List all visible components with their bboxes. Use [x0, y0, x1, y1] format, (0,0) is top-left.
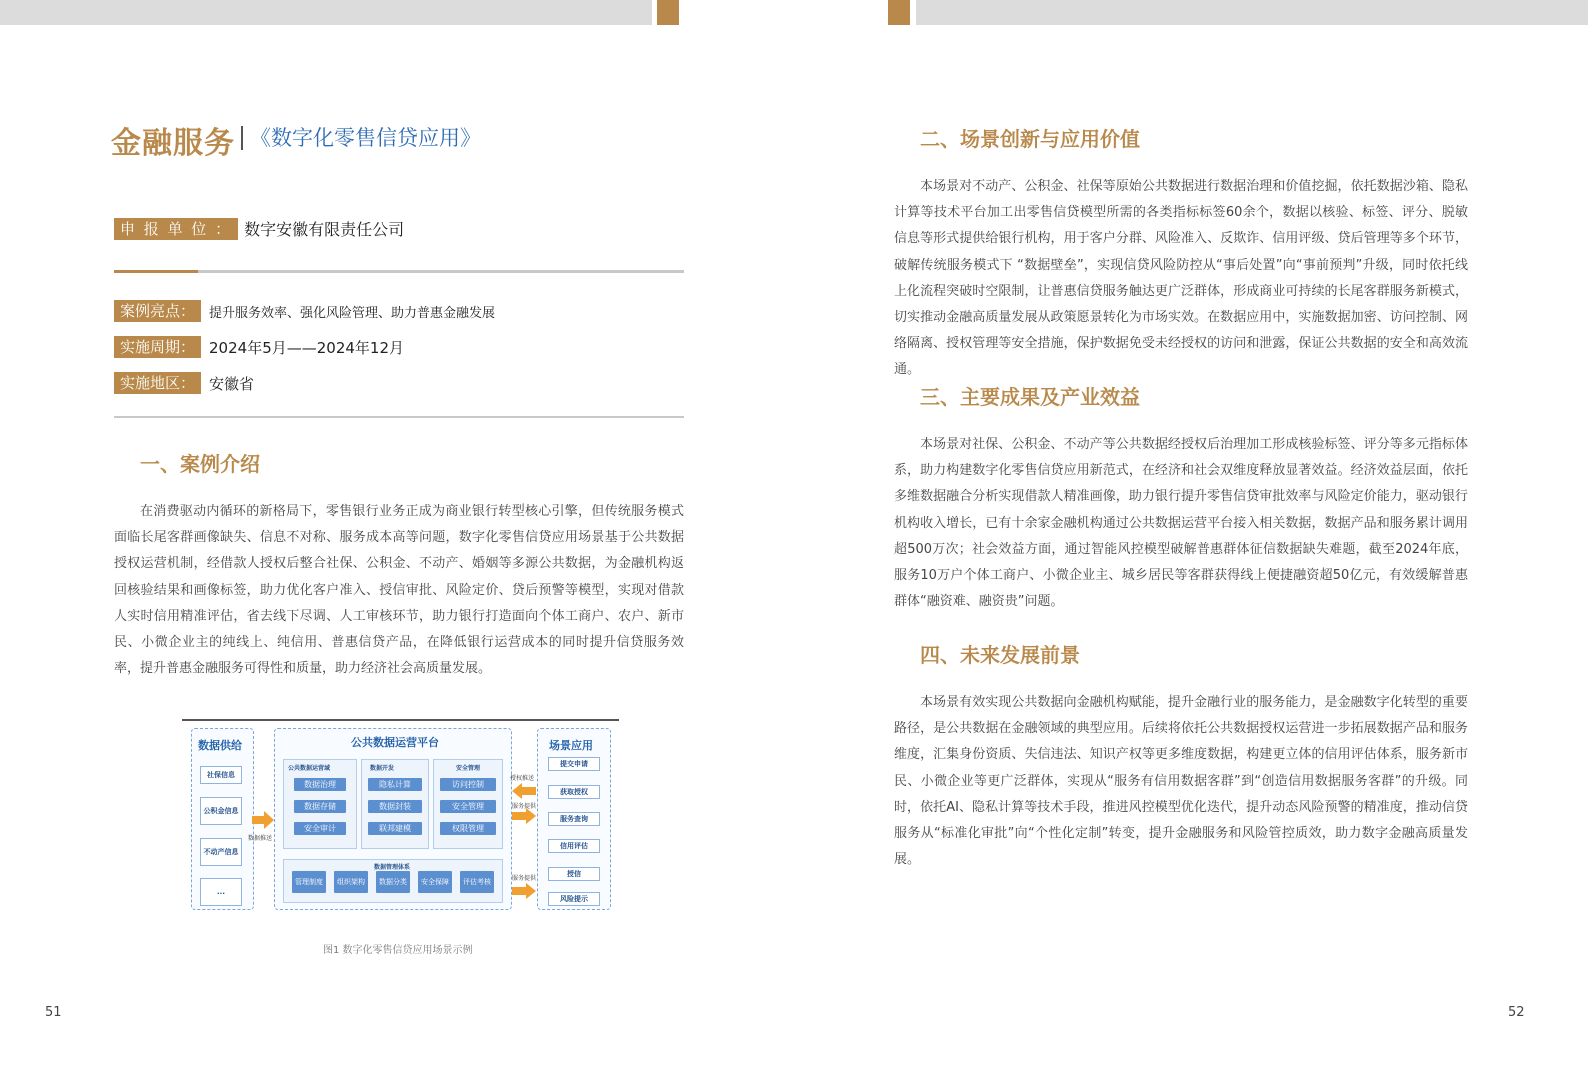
region-label: 实施地区： — [114, 372, 201, 394]
top-bar-left — [0, 0, 652, 25]
supply-title: 数据供给 — [198, 739, 242, 752]
section4-heading: 四、未来发展前景 — [920, 643, 1080, 667]
service-arrow-icon-1 — [512, 808, 536, 824]
app-item-4: 授信 — [548, 867, 600, 881]
group-ops-title: 公共数据运营域 — [288, 765, 331, 772]
sec-item-1: 安全管理 — [440, 800, 496, 813]
group-mgmt-title: 数据管理体系 — [374, 864, 411, 871]
mgmt-item-1: 组织架构 — [334, 871, 368, 893]
push-arrow-icon — [252, 811, 274, 829]
period-label: 实施周期： — [114, 336, 201, 358]
mgmt-item-0: 管理制度 — [292, 871, 326, 893]
mgmt-item-2: 数据分类 — [376, 871, 410, 893]
section4-body: 本场景有效实现公共数据向金融机构赋能，提升金融行业的服务能力，是金融数字化转型的重要路径，是公共数据在金融领域的典型应用。后续将依托公共数据授权运营进一步拓展数据产品和服务维度，汇集身份资质、失信违法、知识产权等更多维度数据，构建更立体的信用评估体系，服务新市民、小微企业等更广泛群体，实现从“服务有信用数据客群”到“创造信用数据服务客群”的升级。同时，依托AI、隐私计算等技术手段，推进风控模型优化迭代，提升动态风险预警的精准度，推动信贷服务从“标准化审批”向“个性化定制”转变，提升金融服务和风险管控质效，助力数字金融高质量发展。 — [894, 695, 1468, 868]
divider-1-accent — [114, 270, 198, 273]
top-accent-left — [657, 0, 679, 25]
supply-item-1: 公积金信息 — [200, 797, 242, 825]
supply-item-3: ... — [200, 878, 242, 906]
mgmt-item-4: 评估考核 — [460, 871, 494, 893]
case-title: 《数字化零售信贷应用》 — [250, 126, 481, 150]
applicant-value: 数字安徽有限责任公司 — [244, 220, 405, 239]
ops-item-1: 数据存储 — [294, 800, 346, 813]
top-accent-right — [888, 0, 910, 25]
group-ops — [283, 759, 357, 849]
app-item-3: 信用评估 — [548, 839, 600, 853]
platform-title: 公共数据运营平台 — [351, 736, 439, 749]
page-number-right: 52 — [1508, 1005, 1525, 1020]
region-row — [114, 372, 254, 394]
app-item-1: 获取授权 — [548, 785, 600, 799]
group-sec — [433, 759, 503, 849]
mgmt-item-3: 安全保障 — [418, 871, 452, 893]
supply-panel — [191, 728, 254, 910]
section3-heading: 三、主要成果及产业效益 — [920, 385, 1140, 409]
divider-1 — [114, 270, 684, 273]
period-row — [114, 336, 404, 358]
section3-body: 本场景对社保、公积金、不动产等公共数据经授权后治理加工形成核验标签、评分等多元指标体系，助力构建数字化零售信贷应用新范式，在经济和社会双维度释放显著效益。经济效益层面，依托多维数据融合分析实现借款人精准画像，助力银行提升零售信贷审批效率与风险定价能力，驱动银行机构收入增长，已有十余家金融机构通过公共数据运营平台接入相关数据，数据产品和服务累计调用超500万次；社会效益方面，通过智能风控模型破解普惠群体征信数据缺失难题，截至2024年底，服务10万户个体工商户、小微企业主、城乡居民等客群获得线上便捷融资超50亿元，有效缓解普惠群体“融资难、融资贵”问题。 — [894, 437, 1468, 610]
supply-item-2: 不动产信息 — [200, 838, 242, 866]
apps-title: 场景应用 — [549, 739, 593, 752]
section1-heading: 一、案例介绍 — [140, 452, 260, 476]
app-item-0: 提交申请 — [548, 757, 600, 771]
sec-item-0: 访问控制 — [440, 778, 496, 791]
top-bar-right — [916, 0, 1588, 25]
supply-item-0: 社保信息 — [200, 766, 242, 784]
applicant-label: 申 报 单 位 ： — [114, 218, 238, 240]
period-value: 2024年5月——2024年12月 — [209, 338, 404, 357]
highlights-label: 案例亮点： — [114, 300, 201, 322]
ops-item-2: 安全审计 — [294, 822, 346, 835]
platform-panel — [274, 728, 512, 910]
app-item-5: 风险提示 — [548, 892, 600, 906]
service-arrow-icon-2 — [512, 883, 536, 899]
sec-item-2: 权限管理 — [440, 822, 496, 835]
section1-body: 在消费驱动内循环的新格局下，零售银行业务正成为商业银行转型核心引擎，但传统服务模式面临长尾客群画像缺失、信息不对称、服务成本高等问题，数字化零售信贷应用场景基于公共数据授权运营机制，经借款人授权后整合社保、公积金、不动产、婚姻等多源公共数据，为金融机构返回核验结果和画像标签，助力优化客户准入、授信审批、风险定价、贷后预警等模型，实现对借款人实时信用精准评估，省去线下尽调、人工审核环节，助力银行打造面向个体工商户、农户、新市民、小微企业主的纯线上、纯信用、普惠信贷产品，在降低银行运营成本的同时提升信贷服务效率，提升普惠金融服务可得性和质量，助力经济社会高质量发展。 — [114, 504, 684, 677]
apps-panel — [537, 728, 611, 910]
highlights-value: 提升服务效率、强化风险管理、助力普惠金融发展 — [209, 305, 496, 321]
page-number-left: 51 — [45, 1005, 62, 1020]
dev-item-0: 隐私计算 — [368, 778, 422, 791]
push-label: 数据推送 — [248, 835, 273, 842]
scenario-diagram — [182, 719, 619, 915]
service-label-1: 服务提供 — [512, 803, 537, 810]
figure-caption: 图1 数字化零售信贷应用场景示例 — [323, 945, 473, 956]
section2-heading: 二、场景创新与应用价值 — [920, 127, 1140, 151]
applicant-row — [114, 217, 404, 240]
highlights-row — [114, 300, 495, 322]
dev-item-2: 联邦建模 — [368, 822, 422, 835]
diagram-top-rule — [182, 719, 619, 721]
group-mgmt — [283, 859, 503, 903]
region-value: 安徽省 — [209, 374, 255, 393]
dev-item-1: 数据封装 — [368, 800, 422, 813]
group-dev — [361, 759, 429, 849]
auth-push-label: 授权推送 — [510, 775, 535, 782]
group-dev-title: 数据开发 — [370, 765, 395, 772]
category-title: 金融服务 — [111, 126, 235, 161]
divider-2 — [114, 416, 684, 418]
ops-item-0: 数据治理 — [294, 778, 346, 791]
group-sec-title: 安全管理 — [456, 765, 481, 772]
section2-body: 本场景对不动产、公积金、社保等原始公共数据进行数据治理和价值挖掘，依托数据沙箱、隐私计算等技术平台加工出零售信贷模型所需的各类指标标签60余个，数据以核验、标签、评分、脱敏信息等形式提供给银行机构，用于客户分群、风险准入、反欺诈、信用评级、贷后管理等多个环节，破解传统服务模式下 “数据壁垒”，实现信贷风险防控从“事后处置”向“事前预判”升级，同时依托线上化流程突破时空限制，让普惠信贷服务触达更广泛群体，形成商业可持续的长尾客群服务新模式，切实推动金融高质量发展从政策愿景转化为市场实效。在数据应用中，实施数据加密、访问控制、网络隔离、授权管理等安全措施，保护数据免受未经授权的访问和泄露，保证公共数据的安全和高效流通。 — [894, 179, 1468, 378]
app-item-2: 服务查询 — [548, 812, 600, 826]
service-label-2: 服务提供 — [512, 875, 537, 882]
title-divider — [241, 126, 243, 150]
auth-arrow-icon — [512, 783, 536, 799]
